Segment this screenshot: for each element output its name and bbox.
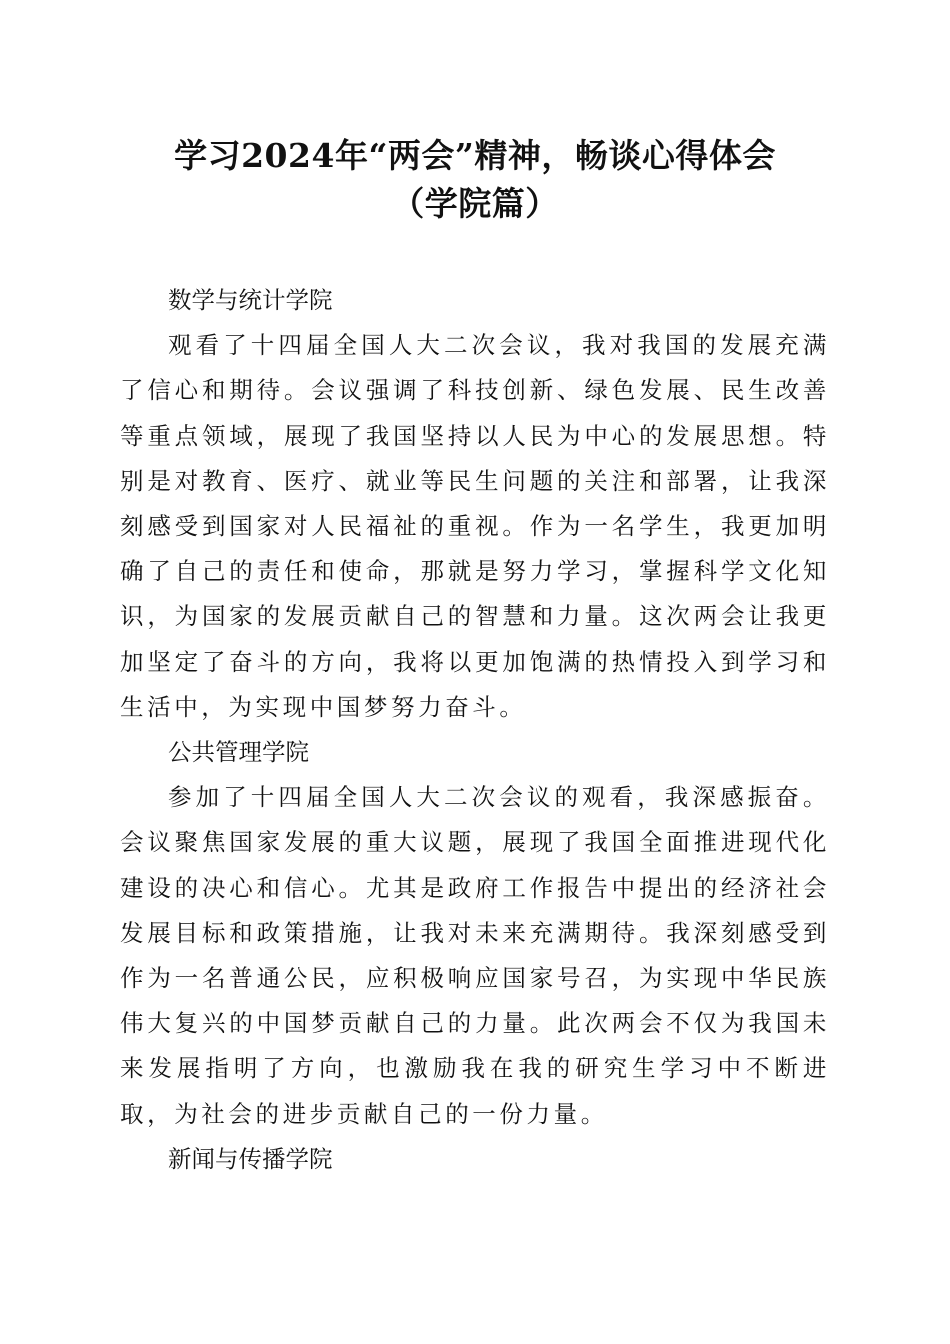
college-heading-math: 数学与统计学院 [168, 286, 333, 314]
college-heading-journalism: 新闻与传播学院 [168, 1144, 333, 1173]
title-line-1: 学习2024年“两会”精神，畅谈心得体会 [174, 136, 776, 175]
paragraph-public-admin: 参加了十四届全国人大二次会议的观看，我深感振奋。会议聚焦国家发展的重大议题，展现了我国全面推进现代化建设的决心和信心。尤其是政府工作报告中提出的经济社会发展目标和政策措施，让我对未来充满期待。我深刻感受到作为一名普通公民，应积极响应国家号召，为实现中华民族伟大复兴的中国梦贡献自己的力量。此次两会不仅为我国未来发展指明了方向，也激励我在我的研究生学习中不断进取，为社会的进步贡献自己的一份力量。 [120, 783, 830, 1128]
title-line-2: （学院篇） [391, 184, 559, 223]
college-heading-public-admin: 公共管理学院 [168, 738, 309, 767]
document-title [110, 132, 840, 228]
paragraph-math: 观看了十四届全国人大二次会议，我对我国的发展充满了信心和期待。会议强调了科技创新、绿色发展、民生改善等重点领域，展现了我国坚持以人民为中心的发展思想。特别是对教育、医疗、就业等民生问题的关注和部署，让我深刻感受到国家对人民福祉的重视。作为一名学生，我更加明确了自己的责任和使命，那就是努力学习，掌握科学文化知识，为国家的发展贡献自己的智慧和力量。这次两会让我更加坚定了奋斗的方向，我将以更加饱满的热情投入到学习和生活中，为实现中国梦努力奋斗。 [120, 331, 830, 721]
document-body [120, 278, 830, 1182]
